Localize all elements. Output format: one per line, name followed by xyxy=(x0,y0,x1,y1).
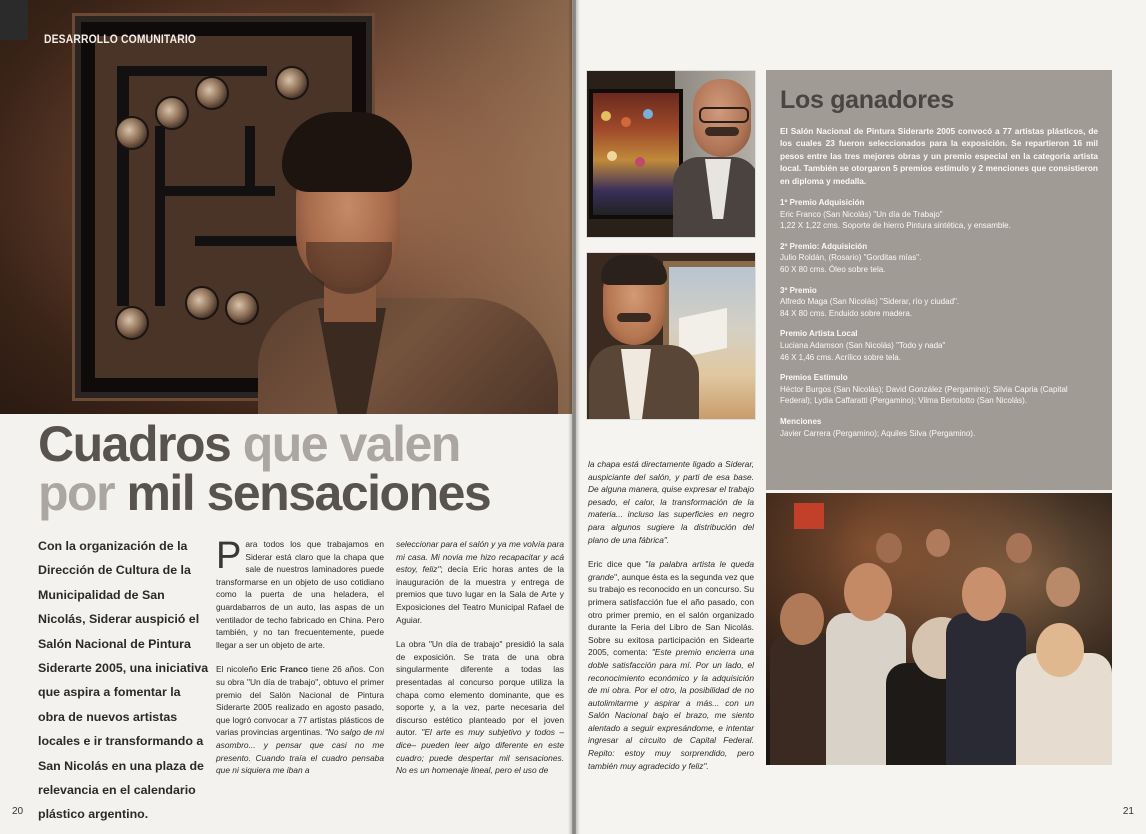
body-text-quote: la palabra artista le queda grande xyxy=(588,559,754,582)
crowd-face xyxy=(844,563,892,621)
winners-box xyxy=(766,70,1112,490)
section-corner-tab xyxy=(0,0,28,40)
body-paragraph xyxy=(396,538,564,626)
prize-entry xyxy=(780,328,1098,363)
body-text: El nicoleño xyxy=(216,664,261,675)
artwork-disc xyxy=(275,66,309,100)
artwork-bar xyxy=(117,66,267,76)
article-headline xyxy=(38,416,568,521)
drop-cap: P xyxy=(216,535,242,577)
prize-entry xyxy=(780,285,1098,320)
prize-entry xyxy=(780,241,1098,276)
crowd-face xyxy=(962,567,1006,621)
crowd-face xyxy=(876,533,902,563)
body-text-quote: "El arte es muy subjetivo y todos –dice– pueden leer algo diferente en este cuadro; puede despertar mil sensaciones. No es un homenaje lineal, pero el uso de xyxy=(396,727,565,776)
prize-line: Alfredo Maga (San Nicolás) "Siderar, río y ciudad". xyxy=(780,297,960,307)
body-column-3 xyxy=(588,458,754,784)
painting-figure xyxy=(635,157,645,167)
man-hair xyxy=(601,255,667,285)
artwork-disc xyxy=(115,116,149,150)
crowd-face xyxy=(1006,533,1032,563)
winners-intro: El Salón Nacional de Pintura Siderarte 2005 convocó a 77 artistas plásticos, de los cuales 23 fueron seleccionados para la exposición. Se repartieron 16 mil pesos entre las tres mejores obras y un premio especial en la categoría artista local. También se otorgaron 5 premios estímulo y 2 menciones que consistieron en diploma y medalla. xyxy=(780,126,1098,186)
page-number-right: 21 xyxy=(1122,806,1134,817)
prize-title: Premio Artista Local xyxy=(780,329,858,339)
body-column-1 xyxy=(216,535,384,789)
artwork-disc xyxy=(115,306,149,340)
artwork-disc xyxy=(225,291,259,325)
body-column-2 xyxy=(396,538,564,789)
prize-line: Luciana Adamson (San Nicolás) "Todo y nada" xyxy=(780,340,946,350)
artist-jacket xyxy=(258,298,558,414)
prize-entry xyxy=(780,416,1098,439)
body-paragraph xyxy=(216,663,384,776)
headline-part: Cuadros xyxy=(38,416,243,472)
artwork-bar xyxy=(245,126,255,196)
body-text: ; decía Eric horas antes de la inauguración de la muestra y entrega de premios que tuvo lugar en la Sala de Arte y Exposiciones del Teatro Municipal Rafael de Aguiar. xyxy=(396,564,564,625)
artwork-bar xyxy=(155,126,165,306)
man-glasses xyxy=(699,107,749,123)
prize-line: 1,22 X 1,22 cms. Soporte de hierro Pintura sintética, y ensamble. xyxy=(780,221,1011,231)
spread-gutter xyxy=(568,0,580,834)
artwork-bar xyxy=(155,186,275,196)
artwork-disc xyxy=(185,286,219,320)
prize-line: 46 X 1,46 cms. Acrílico sobre tela. xyxy=(780,352,901,362)
artwork-disc xyxy=(195,76,229,110)
body-text: ara todos los que trabajamos en Siderar está claro que la chapa que sale de nuestros laminadores puede transformarse en un objeto de uso cotidiano como la puerta de una heladera, el guardabarros de un auto, las aspas de un ventilador de techo fabricado en China. Pero también, y no tan frecuentemente, puede llegar a ser un objeto de arte. xyxy=(216,539,384,650)
body-text: tiene 26 años. Con su obra "Un día de trabajo", obtuvo el primer premio del Salón Nacional de Pintura Siderarte 2005 realizado en agosto pasado, que logró convocar a 77 artistas plásticos de varias provincias argentinas. xyxy=(216,664,384,738)
prize-title: Menciones xyxy=(780,416,822,426)
artwork-bar xyxy=(117,66,129,306)
painting-figure xyxy=(601,111,611,121)
body-paragraph xyxy=(588,558,754,772)
body-text: La obra "Un día de trabajo" presidió la sala de exposición. Se trata de una obra singularmente diferente a todas las presentadas al concurso porque utiliza la chapa como elemento dominante, que es soporte y, a la vez, parte necesaria del discurso estético planteado por el joven autor. xyxy=(396,639,564,738)
headline-part: por xyxy=(38,465,127,521)
prize-title: Premios Estímulo xyxy=(780,373,848,383)
photo-crowd-opening xyxy=(766,493,1112,765)
right-page xyxy=(576,0,1146,834)
prize-entry xyxy=(780,197,1098,232)
section-label: DESARROLLO COMUNITARIO xyxy=(44,32,197,46)
painting-figure xyxy=(607,151,617,161)
crowd-face xyxy=(1036,623,1084,677)
prize-line: Eric Franco (San Nicolás) "Un día de Trabajo" xyxy=(780,209,943,219)
prize-line: Julio Roldán, (Rosario) "Gorditas mías". xyxy=(780,253,922,263)
hero-photo-artist xyxy=(0,0,572,414)
artist-hair xyxy=(282,112,412,192)
headline-part: que valen xyxy=(242,416,460,472)
body-text: ", aunque ésta es la segunda vez que su trabajo es reconocido en un concurso. Su primera satisfacción fue el año pasado, con otro primer premio, en el salón organizado durante la Feria del Libro de San Nicolás. Sobre su exitosa participación en Sidearte 2005, comenta: xyxy=(588,571,754,658)
body-text-quote: seleccionar para el salón y ya me volvía para mi casa. Mi novia me hizo recapacitar y acá estoy, feliz" xyxy=(396,539,564,575)
painting-figure xyxy=(643,109,653,119)
left-page xyxy=(0,0,572,834)
prize-title: 2º Premio: Adquisición xyxy=(780,241,868,251)
prize-line: Javier Carrera (Pergamino); Aquiles Silva (Pergamino). xyxy=(780,428,976,438)
man-moustache xyxy=(617,313,651,322)
colorful-painting xyxy=(589,89,683,219)
winners-title: Los ganadores xyxy=(780,86,954,114)
body-paragraph xyxy=(396,638,564,777)
prize-line: 84 X 80 cms. Enduido sobre madera. xyxy=(780,308,913,318)
headline-part: mil sensaciones xyxy=(126,465,491,521)
body-paragraph xyxy=(216,535,384,651)
body-text-bold: Eric Franco xyxy=(261,664,308,675)
artwork-disc xyxy=(155,96,189,130)
body-text: Eric dice que " xyxy=(588,559,649,570)
prize-title: 3º Premio xyxy=(780,285,817,295)
body-text-quote: la chapa está directamente ligado a Siderar, auspiciante del salón, y parti de esa base. De alguna manera, quise expresar el trabajo pesado, el calor, la transformación de la materia... incluso las superficies en negro para algunos sugiere la distribución del plano de una fábrica". xyxy=(588,459,754,545)
painting-figure xyxy=(621,117,631,127)
body-text-quote: "No salgo de mi asombro... y pensar que casi no me presento. Cuando traía el cuadro pensaba que ni siquiera me iban a xyxy=(216,727,384,776)
prize-entry xyxy=(780,372,1098,407)
crowd-face xyxy=(1046,567,1080,607)
prize-line: 60 X 80 cms. Óleo sobre tela. xyxy=(780,265,886,274)
artist-beard xyxy=(306,242,392,294)
crowd-person xyxy=(946,613,1026,765)
artist-figure xyxy=(262,112,562,414)
man-moustache xyxy=(705,127,739,136)
prize-line: Héctor Burgos (San Nicolás); David González (Pergamino); Silvia Capria (Capital Federal); Lydia Caffaratti (Pergamino); Vilma Bertolotto (San Nicolás). xyxy=(780,384,1068,406)
red-artwork-on-wall xyxy=(794,503,824,529)
crowd-face xyxy=(926,529,950,557)
article-lead: Con la organización de la Dirección de Cultura de la Municipalidad de San Nicolás, Siderar auspició el Salón Nacional de Pintura Siderarte 2005, una iniciativa que aspira a fomentar la obra de nuevos artistas locales e ir transformando a San Nicolás en una plaza de relevancia en el calendario plástico argentino. xyxy=(38,539,209,822)
crowd-face xyxy=(780,593,824,645)
page-number-left: 20 xyxy=(12,806,24,817)
body-text-quote: "Este premio encierra una doble satisfacción para mí. Por un lado, el reconocimiento económico y la adquisición de mi obra. Por el otro, la posibilidad de no autolimitarme y aspirar a más... con un Salón Nacional bajo el brazo, me siento alentado a seguir expresándome, e intentar ingresar al circuito de Capital Federal. Repito: estoy muy sorprendido, pero también muy agradecido y feliz". xyxy=(588,647,755,771)
photo-man-with-canvas xyxy=(586,252,756,420)
prize-title: 1º Premio Adquisición xyxy=(780,198,865,208)
photo-man-with-painting xyxy=(586,70,756,238)
